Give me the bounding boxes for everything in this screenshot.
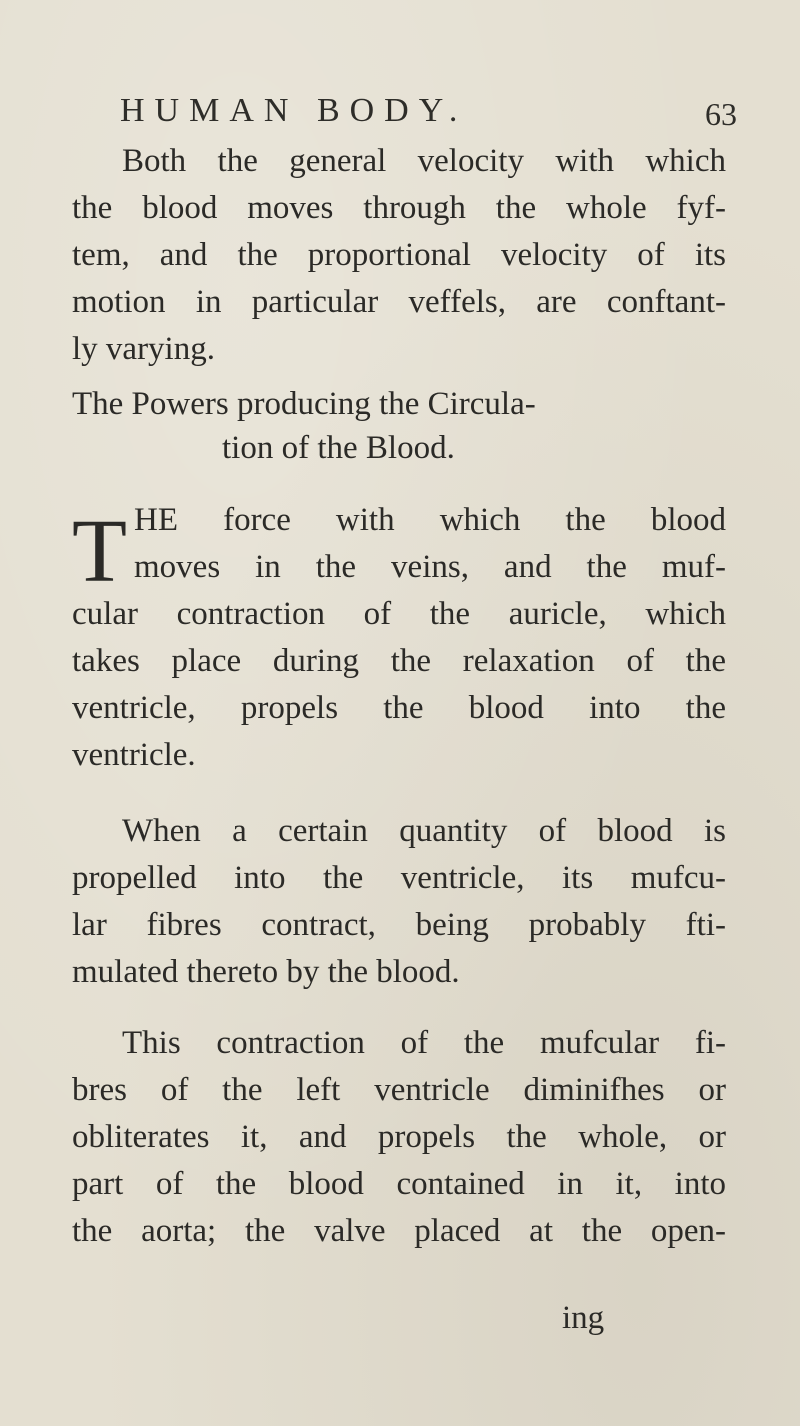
text-line: cular contraction of the auricle, which [72,596,726,632]
text-line: When a certain quantity of blood is [122,813,726,849]
text-line: motion in particular veffels, are conftant- [72,284,726,320]
text-line: tem, and the proportional velocity of its [72,237,726,273]
text-line: lar fibres contract, being probably fti- [72,907,726,943]
text-line: ly varying. [72,331,215,367]
heading-line: tion of the Blood. [222,430,455,466]
paragraph-contraction [72,1020,726,1255]
paragraph-velocity [72,138,726,373]
paragraph-quantity [72,808,726,996]
section-heading [72,382,726,470]
catchword: ing [562,1300,605,1336]
text-line: bres of the left ventricle diminifhes or [72,1072,726,1108]
text-line: part of the blood contained in it, into [72,1166,726,1202]
text-line: takes place during the relaxation of the [72,643,726,679]
text-line: HE force with which the blood [134,502,726,538]
paragraph-force [72,497,726,779]
text-line: ventricle. [72,737,196,773]
text-line: mulated thereto by the blood. [72,954,460,990]
running-title: HUMAN BODY. [120,92,468,129]
page-number: 63 [705,96,737,132]
text-line: the blood moves through the whole fyf- [72,190,726,226]
text-line: moves in the veins, and the muf- [134,549,726,585]
text-line: obliterates it, and propels the whole, or [72,1119,726,1155]
text-line: This contraction of the mufcular fi- [122,1025,726,1061]
text-line: ventricle, propels the blood into the [72,690,726,726]
text-line: propelled into the ventricle, its mufcu- [72,860,726,896]
text-line: the aorta; the valve placed at the open- [72,1213,726,1249]
heading-line: The Powers producing the Circula- [72,386,536,422]
text-line: Both the general velocity with which [122,143,726,179]
drop-cap: T [72,502,127,601]
